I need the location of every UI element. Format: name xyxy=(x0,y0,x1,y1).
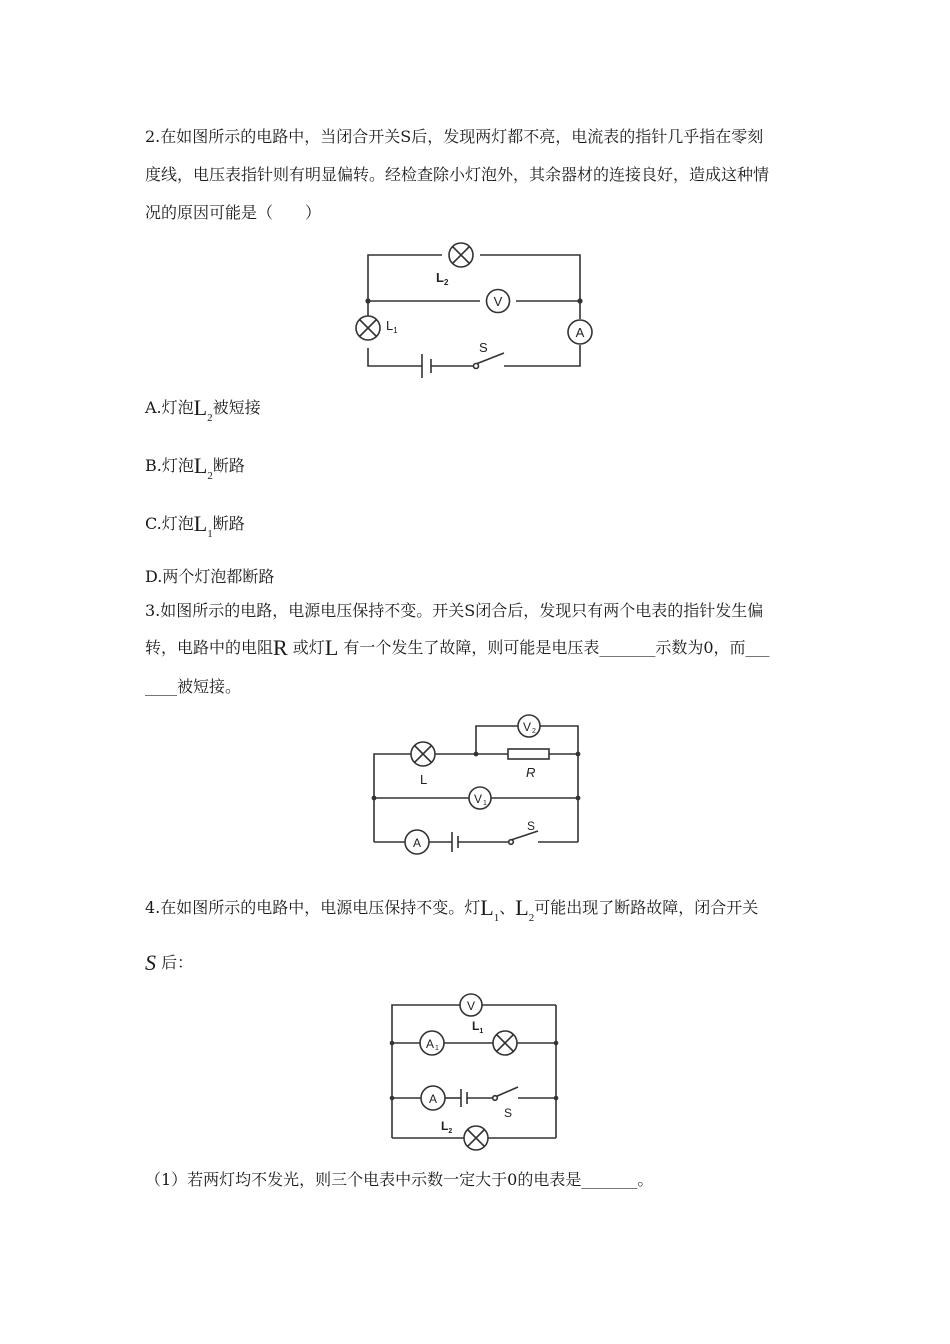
q2-node-right xyxy=(577,298,582,303)
q2-option-b[interactable]: B.灯泡$L_2$断路 xyxy=(145,453,245,482)
q2-text-line-3: 况的原因可能是（ ） xyxy=(145,203,322,222)
q3-ammeter-icon xyxy=(405,830,429,854)
q3-switch-contact xyxy=(509,840,514,845)
q4-label-l2: $L_2$ xyxy=(441,1119,453,1135)
q4-node-3 xyxy=(390,1096,395,1101)
q4-a1-sub: 1 xyxy=(435,1045,439,1052)
q2-wires xyxy=(368,255,580,378)
q3-label-s: S xyxy=(527,819,536,833)
q3-node-mid-left xyxy=(372,796,377,801)
q3-voltmeter-v1-icon xyxy=(469,787,491,809)
q3-label-r: R xyxy=(526,765,536,780)
q4-switch-contact xyxy=(493,1096,498,1101)
q4-label-l1: $L_1$ xyxy=(472,1019,484,1035)
q4-sub-question-1: （1）若两灯均不发光，则三个电表中示数一定大于0的电表是_______。 xyxy=(145,1170,654,1189)
q3-v2-letter: V xyxy=(522,720,532,734)
q3-resistor-r xyxy=(508,749,549,759)
q3-v1-letter: V xyxy=(473,792,483,806)
q4-a1-letter: A xyxy=(425,1037,435,1051)
q4-node-4 xyxy=(554,1096,559,1101)
q3-ammeter-letter: A xyxy=(412,836,422,850)
q3-node-top-split xyxy=(474,752,479,757)
q2-label-s: S xyxy=(479,340,488,355)
q3-label-l: L xyxy=(420,772,428,787)
q2-text-line-2: 度线，电压表指针则有明显偏转。经检查除小灯泡外，其余器材的连接良好，造成这种情 xyxy=(145,165,770,184)
q2-text-line-1: 2.在如图所示的电路中，当闭合开关S后，发现两灯都不亮，电流表的指针几乎指在零刻 xyxy=(145,127,764,146)
q4-voltmeter-letter: V xyxy=(466,999,476,1013)
q3-voltmeter-v2-icon xyxy=(518,715,540,737)
q3-v2-sub: 2 xyxy=(532,728,536,735)
q2-switch-contact xyxy=(474,364,479,369)
q4-text-line-1: 4.在如图所示的电路中，电源电压保持不变。灯$L_1$、$L_2$可能出现了断路故障，闭合开关 xyxy=(145,895,759,924)
q4-label-s: S xyxy=(504,1106,513,1120)
q3-circuit-diagram xyxy=(368,712,598,860)
q4-lamp-l1-icon xyxy=(493,1031,517,1055)
q3-node-mid-right xyxy=(576,796,581,801)
q3-text-line-2: 转，电路中的电阻R 或灯L 有一个发生了故障，则可能是电压表_______示数为0，而___ xyxy=(145,635,770,660)
q4-ammeter-a1-icon xyxy=(420,1031,444,1055)
q2-option-d[interactable]: D.两个灯泡都断路 xyxy=(145,567,275,586)
q3-v1-sub: 1 xyxy=(483,800,487,807)
q4-ammeter-icon xyxy=(421,1086,445,1110)
q3-lamp-l-icon xyxy=(411,742,435,766)
q2-label-l2: $L_2$ xyxy=(436,270,449,287)
q4-circuit-diagram xyxy=(386,990,566,1148)
q3-text-line-3: ____被短接。 xyxy=(145,677,242,696)
q4-node-1 xyxy=(390,1041,395,1046)
q4-node-2 xyxy=(554,1041,559,1046)
q2-voltmeter-letter: V xyxy=(493,294,503,309)
q2-lamp-l1-icon xyxy=(356,316,380,340)
q2-option-c[interactable]: C.灯泡$L_1$断路 xyxy=(145,511,245,540)
q2-ammeter-icon xyxy=(568,320,592,344)
q2-circuit-diagram xyxy=(340,236,610,381)
q3-text-line-1: 3.如图所示的电路，电源电压保持不变。开关S闭合后，发现只有两个电表的指针发生偏 xyxy=(145,601,764,620)
q2-option-a[interactable]: A.灯泡$L_2$被短接 xyxy=(145,395,261,424)
q4-lamp-l2-icon xyxy=(464,1126,488,1150)
q2-node-left xyxy=(365,298,370,303)
q2-ammeter-letter: A xyxy=(575,325,585,340)
q2-label-l1: $L_1$ xyxy=(386,318,398,335)
q3-node-top-right xyxy=(576,752,581,757)
q2-voltmeter-icon xyxy=(487,290,510,313)
q4-ammeter-letter: A xyxy=(428,1092,438,1106)
q4-text-line-2: S 后： xyxy=(145,950,194,975)
q2-lamp-l2-icon xyxy=(449,243,473,267)
q4-voltmeter-icon xyxy=(460,994,482,1016)
